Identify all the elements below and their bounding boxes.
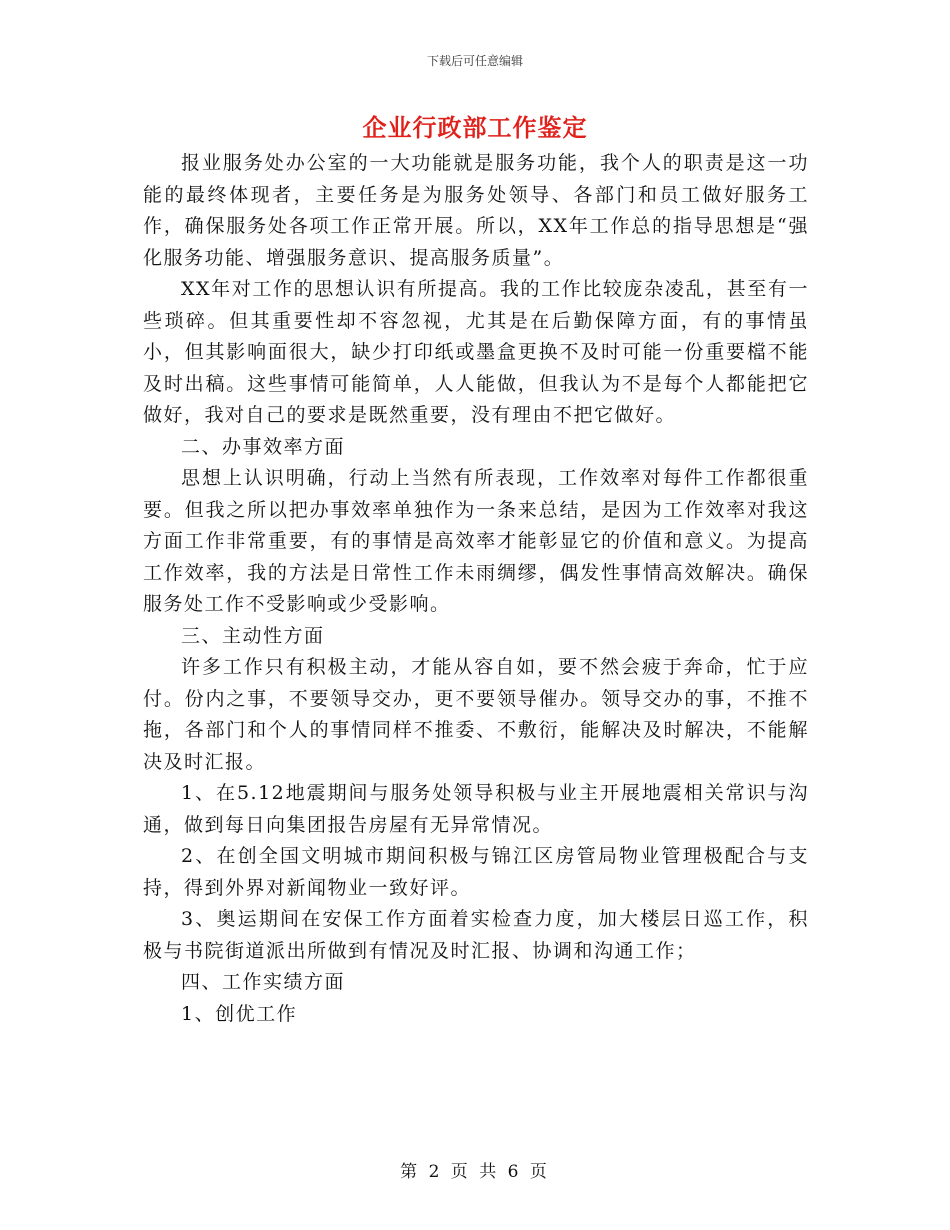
document-body: [143, 148, 809, 1030]
paragraph: 报业服务处办公室的一大功能就是服务功能，我个人的职责是这一功能的最终体现者，主要任务是为服务处领导、各部门和员工做好服务工作，确保服务处各项工作正常开展。所以，XX年工作总的指导思想是“强化服务功能、增强服务意识、提高服务质量”。: [143, 152, 809, 269]
list-item: 1、创优工作: [181, 1002, 298, 1025]
list-item: 1、在5.12地震期间与服务处领导积极与业主开展地震相关常识与沟通，做到每日向集团报告房屋有无异常情况。: [143, 782, 809, 836]
document-title: 企业行政部工作鉴定: [362, 114, 588, 142]
paragraph: 思想上认识明确，行动上当然有所表现，工作效率对每件工作都很重要。但我之所以把办事效率单独作为一条来总结，是因为工作效率对我这方面工作非常重要，有的事情是高效率才能彰显它的价值和意义。为提高工作效率，我的方法是日常性工作未雨绸缪，偶发性事情高效解决。确保服务处工作不受影响或少受影响。: [143, 467, 809, 615]
section-heading: 三、主动性方面: [181, 624, 325, 647]
list-item: 3、奥运期间在安保工作方面着实检查力度，加大楼层日巡工作，积极与书院街道派出所做到有情况及时汇报、协调和沟通工作；: [143, 908, 809, 962]
paragraph: 许多工作只有积极主动，才能从容自如，要不然会疲于奔命，忙于应付。份内之事，不要领导交办，更不要领导催办。领导交办的事，不推不拖，各部门和个人的事情同样不推委、不敷衍，能解决及时解决，不能解决及时汇报。: [143, 656, 809, 773]
paragraph: XX年对工作的思想认识有所提高。我的工作比较庞杂凌乱，甚至有一些琐碎。但其重要性却不容忽视，尤其是在后勤保障方面，有的事情虽小，但其影响面很大，缺少打印纸或墨盒更换不及时可能一份重要檔不能及时出稿。这些事情可能简单，人人能做，但我认为不是每个人都能把它做好，我对自己的要求是既然重要，没有理由不把它做好。: [143, 278, 809, 426]
section-heading: 二、办事效率方面: [181, 435, 346, 458]
section-heading: 四、工作实绩方面: [181, 971, 346, 993]
list-item: 2、在创全国文明城市期间积极与锦江区房管局物业管理极配合与支持，得到外界对新闻物业一致好评。: [143, 845, 809, 899]
page-number-footer: 第 2 页 共 6 页: [400, 1162, 550, 1182]
page-header-note: 下载后可任意编辑: [426, 54, 523, 68]
